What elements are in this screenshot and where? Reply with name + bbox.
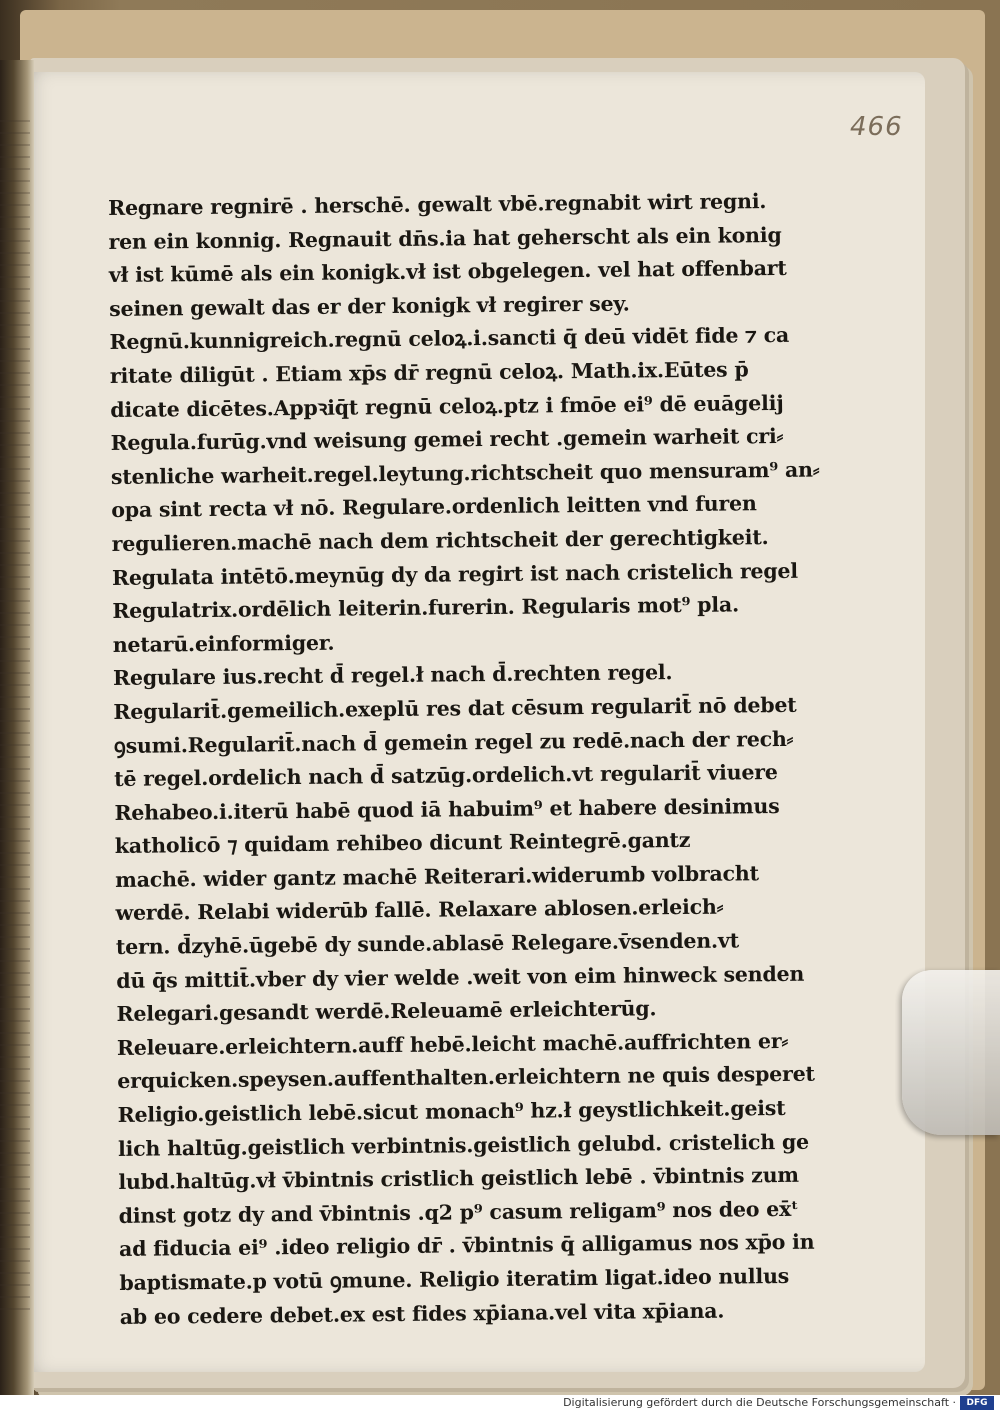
blackletter-text-block xyxy=(108,184,840,1334)
folio-number: 466 xyxy=(850,112,903,142)
text-line: tern. d̄zyhē.ūgebē dy sunde.ablasē Relegare.v̄senden.vt xyxy=(115,928,740,960)
text-line: Relegari.gesandt werdē.Releuamē erleichterūg. xyxy=(116,996,657,1027)
text-line: lubd.haltūg.vł v̄bintnis cristlich geistlich lebē . v̄bintnis zum xyxy=(118,1163,799,1195)
text-line: vł ist kūmē als ein konigk.vł ist obgelegen. vel hat offenbart xyxy=(108,256,787,288)
text-line: Regnare regnirē . herschē. gewalt vbē.regnabit wirt regni. xyxy=(108,189,767,220)
text-line: machē. wider gantz machē Reiterari.widerumb volbracht xyxy=(115,861,759,892)
dfg-logo: DFG xyxy=(960,1396,994,1410)
text-line: Releuare.erleichtern.auff hebē.leicht machē.auffrichten er⸗ xyxy=(116,1028,789,1060)
text-line: lich haltūg.geistlich verbintnis.geistlich gelubd. cristelich ge xyxy=(117,1129,810,1161)
text-line: Regulatrix.ordēlich leiterin.furerin. Regularis mot⁹ pla. xyxy=(112,592,740,624)
text-line: Regulata intētō.meynūg dy da regirt ist nach cristelich regel xyxy=(111,558,799,590)
text-line: ad fiducia ei⁹ .ideo religio dr̄ . v̄bintnis q̄ alligamus nos xp̄o in xyxy=(118,1230,815,1262)
text-line: Regulare ius.recht d̄ regel.ł nach d̄.rechten regel. xyxy=(112,660,673,691)
text-line: werdē. Relabi widerūb fallē. Relaxare ablosen.erleich⸗ xyxy=(115,895,724,926)
funding-credit: Digitalisierung gefördert durch die Deutsche Forschungsgemeinschaft · xyxy=(563,1396,956,1409)
left-page-edge xyxy=(0,120,30,1320)
text-line: Regularit̄.gemeilich.exeplū res dat cēsum regularit̄ nō debet xyxy=(113,692,797,724)
text-line: stenliche warheit.regel.leytung.richtscheit quo mensuram⁹ an⸗ xyxy=(110,457,820,489)
text-line: ritate diligūt . Etiam xp̄s dr̄ regnū celoꝝ. Math.ix.Eūtes p̄ xyxy=(109,357,749,388)
text-line: dū q̄s mittit̄.vber dy vier welde .weit von eim hinweck senden xyxy=(116,961,805,993)
text-line: ren ein konnig. Regnauit dn̄s.ia hat geherscht als ein konig xyxy=(108,222,782,254)
text-line: Regula.furūg.vnd weisung gemei recht .gemein warheit cri⸗ xyxy=(110,424,784,456)
text-line: regulieren.machē nach dem richtscheit der gerechtigkeit. xyxy=(111,525,769,556)
text-line: opa sint recta vł nō. Regulare.ordenlich leitten vnd furen xyxy=(111,491,757,523)
text-line: Rehabeo.i.iterū habē quod iā habuim⁹ et habere desinimus xyxy=(114,793,780,825)
text-line: tē regel.ordelich nach d̄ satzūg.ordelich.vt regularit̄ viuere xyxy=(114,760,778,792)
text-line: Religio.geistlich lebē.sicut monach⁹ hz.ł geystlichkeit.geist xyxy=(117,1095,786,1127)
text-line: baptismate.p votū ꝯmune. Religio iteratim ligat.ideo nullus xyxy=(119,1263,790,1295)
text-line: ꝯsumi.Regularit̄.nach d̄ gemein regel zu redē.nach der rech⸗ xyxy=(113,726,794,758)
text-line: seinen gewalt das er der konigk vł regirer sey. xyxy=(109,291,630,321)
text-line: netarū.einformiger. xyxy=(112,630,335,657)
text-line: dicate dicētes.Appꝛiq̄t regnū celoꝝ.ptz i fmōe ei⁹ dē euāgelij xyxy=(110,390,784,422)
text-line: dinst gotz dy and v̄bintnis .q2 p⁹ casum religam⁹ nos deo ex̄ᵗ xyxy=(118,1196,799,1228)
text-line: katholicō ⁊ quidam rehibeo dicunt Reintegrē.gantz xyxy=(114,828,691,859)
page-clip xyxy=(902,970,1000,1135)
digitization-footer xyxy=(0,1395,1000,1412)
text-line: Regnū.kunnigreich.regnū celoꝝ.i.sancti q̄ deū vidēt fide ⁊ ca xyxy=(109,323,790,355)
text-line: ab eo cedere debet.ex est fides xp̄iana.vel vita xp̄iana. xyxy=(119,1298,725,1329)
text-line: erquicken.speysen.auffenthalten.erleichtern ne quis desperet xyxy=(117,1062,815,1094)
